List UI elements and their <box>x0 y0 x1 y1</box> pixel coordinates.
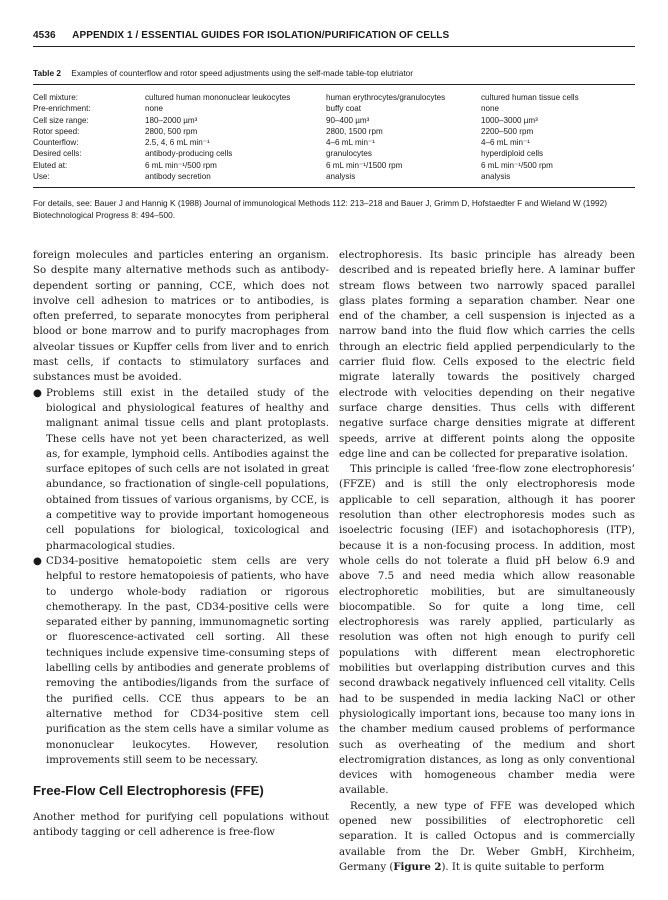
bullet-text: Problems still exist in the detailed study of the biological and physiological features of healthy and malignant animal tissue cells and plant protoplasts. These cells have not yet been characterized, as well as, for example, lymphoid cells. Antibodies against the surface epitopes of such cells are not isolated in great abundance, so fractionation of single-cell populations, obtained from tissues of various organisms, by CCE, is a competitive way to provide important homogeneous cell populations for biological, toxicological and pharmacological studies. <box>46 387 329 552</box>
table-label: Table 2 <box>33 68 61 78</box>
table-row <box>33 148 635 159</box>
row-label: Use: <box>33 172 50 182</box>
running-header <box>33 30 635 41</box>
table-cell: 2800, 1500 rpm <box>326 126 383 136</box>
section-heading: Free-Flow Cell Electrophoresis (FFE) <box>33 783 264 799</box>
table-cell: 6 mL min⁻¹/1500 rpm <box>326 160 403 170</box>
table-cell: cultured human mononuclear leukocytes <box>145 93 291 102</box>
table-cell: cultured human tissue cells <box>481 93 579 102</box>
right-column <box>339 248 635 875</box>
row-label: Desired cells: <box>33 149 82 159</box>
figure-reference[interactable]: Figure 2 <box>393 860 442 873</box>
table-caption <box>33 68 635 78</box>
table-cell: human erythrocytes/granulocytes <box>326 93 446 102</box>
table-cell: antibody-producing cells <box>145 149 233 159</box>
bullet-item <box>33 554 329 768</box>
table-cell: 4–6 mL min⁻¹ <box>326 138 375 148</box>
table-cell: hyperdiploid cells <box>481 149 544 159</box>
table-cell: 90–400 µm³ <box>326 115 370 125</box>
table-cell: 2800, 500 rpm <box>145 126 198 136</box>
table-cell: 2.5, 4, 6 mL min⁻¹ <box>145 138 210 148</box>
row-label: Pre-enrichment: <box>33 104 91 114</box>
table-row <box>33 160 635 171</box>
table-cell: analysis <box>326 172 356 182</box>
paragraph-text: ). It is quite suitable to perform <box>441 861 605 873</box>
table-cell: 4–6 mL min⁻¹ <box>481 138 530 148</box>
row-label: Rotor speed: <box>33 126 80 136</box>
bullet-icon: ● <box>33 387 42 399</box>
paragraph <box>339 799 635 875</box>
table-row <box>33 115 635 126</box>
table-cell: 6 mL min⁻¹/500 rpm <box>481 160 553 170</box>
left-column <box>33 248 329 841</box>
table-cell: 6 mL min⁻¹/500 rpm <box>145 160 217 170</box>
row-label: Cell size range: <box>33 115 89 125</box>
bullet-text: CD34-positive hematopoietic stem cells are very helpful to restore hematopoiesis of patients, who have to undergo whole-body radiation or rigorous chemotherapy. In the past, CD34-positive cells were separated either by panning, immunomagnetic sorting or fluorescence-activated cell sorting. All these techniques include expensive time-consuming steps of labelling cells by antibodies and generate problems of removing the antibodies/ligands from the surface of the purified cells. CCE thus appears to be an alternative method for CD34-positive stem cell purification as the stem cells have a similar volume as mononuclear leukocytes. However, resolution improvements still seem to be necessary. <box>46 555 329 766</box>
table-cell: analysis <box>481 172 511 182</box>
paragraph: Another method for purifying cell populations without antibody tagging or cell adherence is free-flow <box>33 812 329 839</box>
bullet-icon: ● <box>33 555 42 567</box>
table-row <box>33 171 635 182</box>
table-row <box>33 103 635 114</box>
table-cell: none <box>481 104 500 114</box>
table-cell: none <box>145 104 164 114</box>
table-top-rule <box>33 84 635 85</box>
running-title: APPENDIX 1 / ESSENTIAL GUIDES FOR ISOLATION/PURIFICATION OF CELLS <box>72 30 450 41</box>
paragraph: This principle is called ‘free-flow zone electrophoresis’ (FFZE) and is still the only electrophoresis mode applicable to cell separation, although it has poorer resolution than other electrophoresis modes such as isoelectric focusing (IEF) and isotachophoresis (ITP), because it is a non-focusing process. In addition, most whole cells do not tolerate a fluid pH below 6.9 and above 7.5 and need media which allow reasonable electrophoretic mobilities, but are simultaneously biocompatible. So for quite a long time, cell electrophoresis was rarely applied, particularly as resolution was often not high enough to purify cell populations with different mean electrophoretic mobilities but overlapping distribution curves and this second drawback negatively influenced cell vitality. Cells had to be suspended in media lacking NaCl or other physiologically important ions, because too many ions in the chamber medium caused problems of performance such as overheating of the medium and short electromigration distances, as long as only conventional devices with homogeneous chamber media were available. <box>339 464 635 797</box>
bullet-item <box>33 386 329 554</box>
table-cell: 1000–3000 µm³ <box>481 115 538 125</box>
table-row <box>33 126 635 137</box>
page-number: 4536 <box>33 30 56 41</box>
row-label: Counterflow: <box>33 138 79 148</box>
table-footnote: For details, see: Bauer J and Hannig K (1988) Journal of immunological Methods 112: 213–218 and Bauer J, Grimm D, Hofstaedter F and Wieland W (1992) Biotechnological Progress 8: 494–500. <box>33 198 608 220</box>
table-cell: 180–2000 µm³ <box>145 115 198 125</box>
table-cell: antibody secretion <box>145 172 211 182</box>
table-cell: granulocytes <box>326 149 372 159</box>
row-label: Cell mixture: <box>33 93 78 102</box>
table-row <box>33 137 635 148</box>
table-cell: buffy coat <box>326 104 361 114</box>
table-bottom-rule <box>33 187 635 188</box>
table-row <box>33 92 635 103</box>
elutriator-table <box>33 92 635 182</box>
table-cell: 2200–500 rpm <box>481 126 534 136</box>
paragraph-text: Recently, a new type of FFE was developed which opened new possibilities of electrophoretic cell separation. It is called Octopus and is commercially available from the Dr. Weber GmbH, Kirchheim, Germany ( <box>339 800 635 873</box>
row-label: Eluted at: <box>33 160 68 170</box>
header-rule <box>33 46 635 47</box>
table-caption-text: Examples of counterflow and rotor speed adjustments using the self-made table-top elutriator <box>71 68 414 78</box>
paragraph: foreign molecules and particles entering an organism. So despite many alternative methods such as antibody-dependent sorting or panning, CCE, which does not involve cell adhesion to matrices or to antibodies, is often preferred, to separate monocytes from peripheral blood or bone marrow and to purify macrophages from alveolar tissues or Kupffer cells from liver and to enrich mast cells, if contacts to stimulatory surfaces and substances must be avoided. <box>33 250 329 384</box>
paragraph: electrophoresis. Its basic principle has already been described and is repeated briefly here. A laminar buffer stream flows between two narrowly spaced parallel glass plates forming a separation chamber. Near one end of the chamber, a cell suspension is injected as a narrow band into the fluid flow which carries the cells through an electric field applied perpendicularly to the carrier fluid flow. Cells exposed to the electric field migrate laterally towards the positively charged electrode with velocities depending on their negative surface charge densities. Thus cells with different negative surface charge densities migrate at different speeds, arrive at different points along the opposite edge line and can be collected for preparative isolation. <box>339 250 635 460</box>
